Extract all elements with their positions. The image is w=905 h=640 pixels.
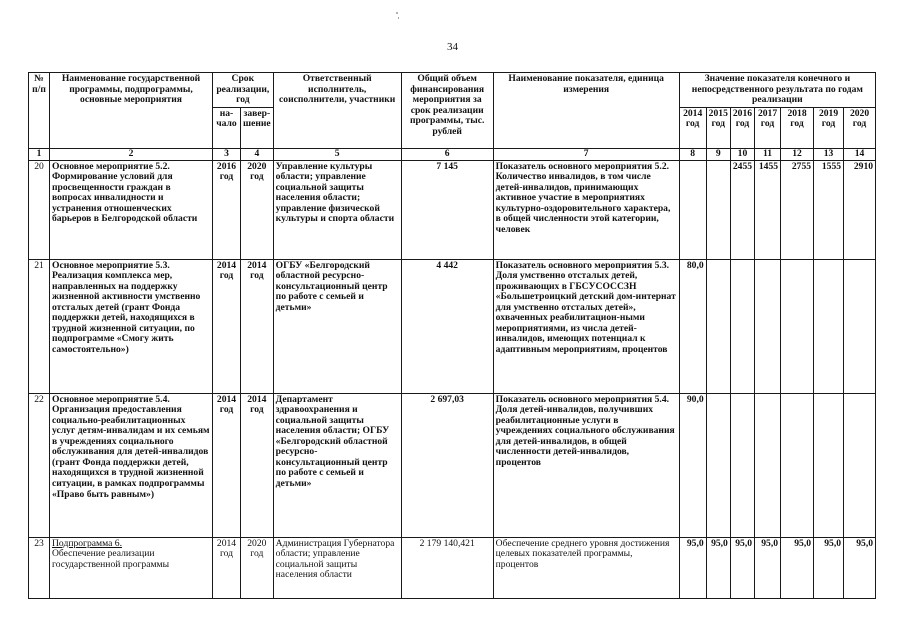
row-value-2014: 80,0	[679, 259, 706, 393]
column-number: 11	[755, 148, 781, 160]
table-row	[29, 259, 876, 393]
header-year: 2016 год	[730, 107, 754, 148]
row-funding: 2 179 140,421	[401, 537, 493, 598]
row-funding: 4 442	[401, 259, 493, 393]
header-year: 2018 год	[781, 107, 814, 148]
header-year: 2020 год	[844, 107, 876, 148]
column-number: 6	[401, 148, 493, 160]
row-executor: Департамент здравоохранения и социальной защиты населения области; ОГБУ «Белгородский областной ресурсно-консультационный центр по работе с семьей и детьми»	[273, 393, 401, 537]
program-table	[28, 72, 876, 599]
indicator-title: Показатель основного мероприятия 5.4.	[495, 393, 670, 405]
header-year: 2019 год	[814, 107, 844, 148]
table-row	[29, 537, 876, 598]
column-number: 5	[273, 148, 401, 160]
row-end-year: 2020 год	[241, 160, 274, 259]
row-name-text: Организация предоставления социально-реабилитационных услуг детям-инвалидам и их семьям в учреждениях социального обслуживания для детей-инвалидов (грант Фонда поддержки детей, находящихся в трудной жизненной ситуации, в рамках подпрограммы «Право быть равным»)	[52, 404, 210, 500]
header-term-end: завер- шение	[241, 107, 274, 148]
column-number: 4	[241, 148, 274, 160]
row-indicator: Обеспечение среднего уровня достижения целевых показателей программы, процентов	[493, 537, 679, 598]
column-number: 2	[50, 148, 213, 160]
row-value-2014	[679, 160, 706, 259]
table-header-row	[29, 73, 876, 108]
column-number: 3	[213, 148, 241, 160]
row-name: Основное мероприятие 5.3. Реализация комплекса мер, направленных на поддержку жизненной активности умственно отсталых детей (грант Фонда поддержки детей, находящихся в трудной жизненной ситуации, по подпрограмме «Смогу жить самостоятельно»)	[50, 259, 213, 393]
row-value-2015	[706, 160, 730, 259]
row-name-text: Обеспечение реализации государственной программы	[52, 548, 170, 570]
column-number: 1	[29, 148, 50, 160]
header-term: Срок реализации, год	[213, 73, 274, 108]
row-end-year: 2020 год	[241, 537, 274, 598]
column-number: 12	[781, 148, 814, 160]
row-value-2017	[755, 393, 781, 537]
row-value-2016: 95,0	[730, 537, 754, 598]
row-value-2017: 1455	[755, 160, 781, 259]
header-funding: Общий объем финансирования мероприятия за срок реализации программы, тыс. рублей	[401, 73, 493, 149]
row-name	[50, 393, 213, 537]
header-term-start: на- чало	[213, 107, 241, 148]
row-value-2017	[755, 259, 781, 393]
row-value-2020	[844, 393, 876, 537]
row-value-2016	[730, 393, 754, 537]
row-value-2018: 95,0	[781, 537, 814, 598]
indicator-text: Количество инвалидов, в том числе детей-инвалидов, принимающих активное участие в мероприятиях культурно-оздоровительного характера, в общей численности этой категории, человек	[495, 171, 671, 235]
column-number: 8	[679, 148, 706, 160]
row-value-2016: 2455	[730, 160, 754, 259]
indicator-text: Доля детей-инвалидов, получивших реабилитационные услуги в учреждениях социального обслуживания для детей-инвалидов, в общей численности детей-инвалидов, процентов	[495, 404, 675, 468]
row-indicator	[493, 393, 679, 537]
indicator-title: Показатель основного мероприятия 5.3.	[495, 259, 670, 271]
header-executor: Ответственный исполнитель, соисполнители, участники	[273, 73, 401, 149]
page-number: 34	[447, 41, 458, 53]
row-number: 22	[29, 393, 50, 537]
row-value-2015	[706, 393, 730, 537]
row-value-2019	[814, 259, 844, 393]
row-executor: ОГБУ «Белгородский областной ресурсно-консультационный центр по работе с семьей и детьми»	[273, 259, 401, 393]
row-funding: 7 145	[401, 160, 493, 259]
row-value-2020: 2910	[844, 160, 876, 259]
row-name-title: Подпрограмма 6.	[52, 537, 122, 549]
column-number: 14	[844, 148, 876, 160]
row-value-2015	[706, 259, 730, 393]
header-result: Значение показателя конечного и непосредственного результата по годам реализации	[679, 73, 875, 108]
table-row	[29, 393, 876, 537]
row-end-year: 2014 год	[241, 259, 274, 393]
row-start-year: 2016 год	[213, 160, 241, 259]
row-indicator	[493, 160, 679, 259]
row-name: Основное мероприятие 5.2. Формирование условий для просвещенности граждан в вопросах инвалидности и устранения отношенческих барьеров в Белгородской области	[50, 160, 213, 259]
row-end-year: 2014 год	[241, 393, 274, 537]
table-row	[29, 160, 876, 259]
indicator-title: Показатель основного мероприятия 5.2.	[495, 160, 670, 172]
row-value-2014: 90,0	[679, 393, 706, 537]
row-value-2020	[844, 259, 876, 393]
row-name	[50, 537, 213, 598]
row-funding: 2 697,03	[401, 393, 493, 537]
column-number: 13	[814, 148, 844, 160]
row-value-2014: 95,0	[679, 537, 706, 598]
column-number: 7	[493, 148, 679, 160]
row-number: 23	[29, 537, 50, 598]
row-value-2017: 95,0	[755, 537, 781, 598]
column-number: 10	[730, 148, 754, 160]
row-value-2016	[730, 259, 754, 393]
row-start-year: 2014 год	[213, 393, 241, 537]
row-start-year: 2014 год	[213, 259, 241, 393]
header-year: 2014 год	[679, 107, 706, 148]
row-value-2019	[814, 393, 844, 537]
row-value-2018	[781, 259, 814, 393]
scan-speck	[396, 12, 398, 14]
row-value-2015: 95,0	[706, 537, 730, 598]
row-value-2018	[781, 393, 814, 537]
row-value-2019: 95,0	[814, 537, 844, 598]
column-number: 9	[706, 148, 730, 160]
header-num: № п/п	[29, 73, 50, 149]
column-number-row	[29, 148, 876, 160]
row-value-2018: 2755	[781, 160, 814, 259]
row-value-2019: 1555	[814, 160, 844, 259]
header-year: 2017 год	[755, 107, 781, 148]
row-indicator	[493, 259, 679, 393]
row-executor: Управление культуры области; управление социальной защиты населения области; управление физической культуры и спорта области	[273, 160, 401, 259]
header-name: Наименование государственной программы, подпрограммы, основные мероприятия	[50, 73, 213, 149]
row-number: 20	[29, 160, 50, 259]
header-year: 2015 год	[706, 107, 730, 148]
indicator-text: Доля умственно отсталых детей, проживающих в ГБСУСОССЗН «Большетроицкий детский дом-интернат для умственно отсталых детей», охваченных реабилитацион-ными мероприятиями, из числа детей-инвалидов, имеющих потенциал к адаптивным мероприятиям, процентов	[495, 270, 676, 356]
row-number: 21	[29, 259, 50, 393]
row-value-2020: 95,0	[844, 537, 876, 598]
scan-speck	[398, 17, 399, 19]
row-executor: Администрация Губернатора области; управление социальной защиты населения области	[273, 537, 401, 598]
row-name-title: Основное мероприятие 5.4.	[52, 393, 170, 405]
row-start-year: 2014 год	[213, 537, 241, 598]
header-indicator: Наименование показателя, единица измерения	[493, 73, 679, 149]
